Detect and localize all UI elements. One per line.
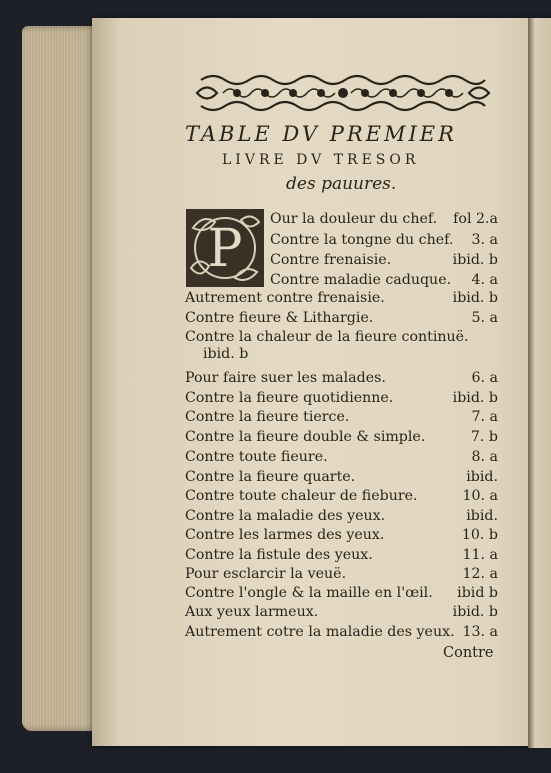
- list-item: [185, 409, 498, 428]
- list-item: [185, 604, 498, 623]
- entry-text: Pour faire suer les malades.: [185, 370, 386, 386]
- list-item: [185, 370, 498, 389]
- list-item: [203, 346, 498, 365]
- entry-ref: 10. b: [461, 527, 498, 543]
- entry-text: ibid. b: [203, 346, 249, 362]
- entry-text: Contre la fieure double & simple.: [185, 429, 426, 445]
- entry-text: Contre maladie caduque.: [270, 272, 452, 288]
- list-item: [185, 566, 498, 585]
- entry-text: Contre la maladie des yeux.: [185, 508, 386, 524]
- entry-ref: 6. a: [471, 370, 498, 386]
- entry-ref: 5. a: [471, 310, 498, 326]
- list-item: [185, 585, 498, 604]
- entry-text: Contre la tongne du chef.: [270, 232, 454, 248]
- initial-letter-glyph: P: [207, 219, 243, 279]
- entry-ref: ibid b: [457, 585, 498, 601]
- entry-text: Contre les larmes des yeux.: [185, 527, 385, 543]
- entry-ref: 10. a: [462, 488, 498, 504]
- page-edges: [22, 26, 100, 731]
- entry-ref: 8. a: [471, 449, 498, 465]
- entry-text: Our la douleur du chef.: [270, 211, 438, 227]
- entry-text: Contre la fistule des yeux.: [185, 547, 373, 563]
- list-item: [185, 390, 498, 409]
- entry-ref: 7. a: [471, 409, 498, 425]
- list-item: [270, 232, 498, 251]
- entry-ref: ibid.: [466, 469, 498, 485]
- entry-ref: ibid. b: [452, 252, 498, 268]
- table-subtitle: LIVRE DV TRESOR: [222, 152, 420, 168]
- list-item: [270, 211, 498, 230]
- entry-ref: 3. a: [471, 232, 498, 248]
- list-item: [185, 547, 498, 566]
- entry-text: Contre toute fieure.: [185, 449, 328, 465]
- entry-ref: 12. a: [462, 566, 498, 582]
- entry-ref: ibid. b: [452, 390, 498, 406]
- entry-text: Contre toute chaleur de fiebure.: [185, 488, 418, 504]
- table-subtitle-italic: des pauures.: [286, 174, 397, 194]
- list-item: [185, 508, 498, 527]
- list-item: [270, 272, 498, 291]
- facing-page-edge: [528, 18, 551, 748]
- list-item: [185, 310, 498, 329]
- entry-ref: fol 2.a: [453, 211, 498, 227]
- entry-text: Aux yeux larmeux.: [185, 604, 319, 620]
- entry-text: Contre la fieure quotidienne.: [185, 390, 394, 406]
- list-item: [185, 290, 498, 309]
- entry-ref: ibid. b: [452, 290, 498, 306]
- entry-ref: 4. a: [471, 272, 498, 288]
- entry-ref: ibid.: [466, 508, 498, 524]
- entry-text: Autrement cotre la maladie des yeux.: [185, 624, 455, 640]
- table-title: TABLE DV PREMIER: [185, 122, 457, 146]
- list-item: [185, 624, 498, 643]
- entry-ref: 11. a: [462, 547, 498, 563]
- entry-text: Contre fieure & Lithargie.: [185, 310, 374, 326]
- entry-text: Contre l'ongle & la maille en l'œil.: [185, 585, 433, 601]
- list-item: [270, 252, 498, 271]
- list-item: [185, 527, 498, 546]
- ornamental-headpiece: [193, 70, 493, 116]
- list-item: [185, 449, 498, 468]
- entry-text: Contre la fieure tierce.: [185, 409, 350, 425]
- entry-text: Autrement contre frenaisie.: [185, 290, 385, 306]
- entry-text: Contre la fieure quarte.: [185, 469, 356, 485]
- catchword: Contre: [443, 645, 494, 661]
- entry-text: Contre frenaisie.: [270, 252, 392, 268]
- list-item: [185, 429, 498, 448]
- entry-text: Contre la chaleur de la fieure continuë.: [185, 329, 469, 345]
- list-item: [185, 488, 498, 507]
- entry-ref: 13. a: [462, 624, 498, 640]
- entry-ref: ibid. b: [452, 604, 498, 620]
- entry-ref: 7. b: [470, 429, 498, 445]
- decorated-initial-letter: [185, 208, 265, 288]
- entry-text: Pour esclarcir la veuë.: [185, 566, 347, 582]
- list-item: [185, 469, 498, 488]
